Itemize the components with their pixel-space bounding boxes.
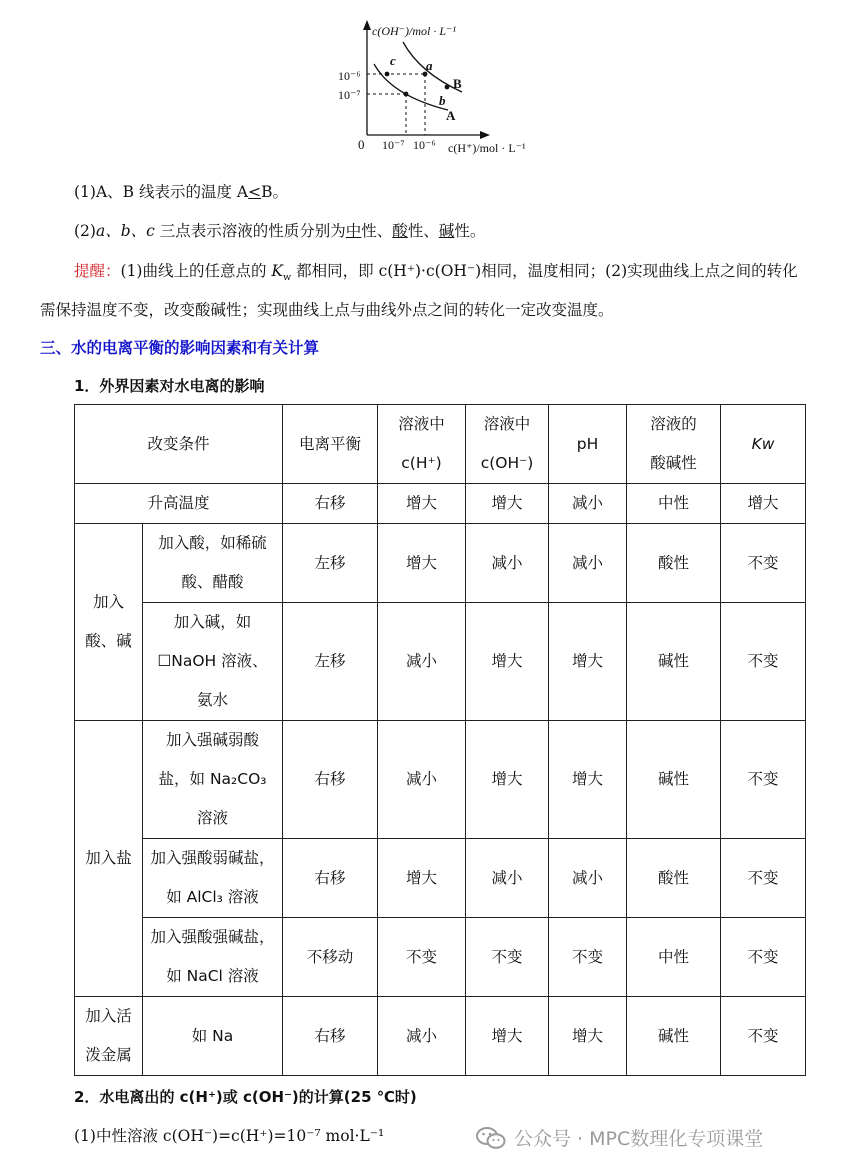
water-ion-product-chart (330, 18, 570, 168)
row-base-val: 不变 (721, 603, 806, 721)
calc-line-1: (1)中性溶液 c(OH⁻)=c(H⁺)=10⁻⁷ mol·L⁻¹ (74, 1127, 385, 1145)
header-h-line1: 溶液中 (398, 415, 445, 433)
row-metal-val: 不变 (721, 997, 806, 1076)
header-oh (466, 405, 549, 484)
y-axis-label: c(OH⁻)/mol · L⁻¹ (372, 24, 456, 38)
tip-text-b: 都相同，即 c(H⁺)·c(OH⁻)相同，温度相同；(2)实现曲线上点之间的转化 (291, 262, 798, 280)
row-salt2-cond-l2: 如 AlCl₃ 溶液 (166, 888, 259, 906)
x-axis-arrow (480, 131, 490, 139)
y-tick-1e-6: 10⁻⁶ (338, 69, 361, 83)
row-salt3-val: 中性 (627, 918, 721, 997)
row-temp-condition: 升高温度 (75, 484, 283, 524)
x-axis-label: c(H⁺)/mol · L⁻¹ (448, 141, 526, 155)
row-salt1-cond-l1: 加入强碱弱酸 (166, 731, 260, 749)
row-temp-val: 中性 (627, 484, 721, 524)
section-3-title: 三、水的电离平衡的影响因素和有关计算 (40, 339, 320, 357)
header-acidity-line2: 酸碱性 (650, 454, 697, 472)
row-metal-val: 碱性 (627, 997, 721, 1076)
group-acid-base: 加入 酸、碱 (75, 524, 143, 721)
row-salt2-val: 增大 (378, 839, 466, 918)
row-metal-val: 增大 (549, 997, 627, 1076)
subsection-2-title: 2．水电离出的 c(H⁺)或 c(OH⁻)的计算(25 ℃时) (74, 1088, 417, 1106)
row-acid-val: 减小 (549, 524, 627, 603)
table-header-row (75, 405, 806, 484)
row-temp-val: 右移 (283, 484, 378, 524)
x-tick-1e-7: 10⁻⁷ (382, 138, 405, 152)
statement-2-prefix: (2) (74, 222, 96, 240)
row-metal-val: 减小 (378, 997, 466, 1076)
answer-neutral: 中 (345, 222, 362, 240)
table-row (75, 997, 806, 1076)
table-row (75, 918, 806, 997)
label-curve-B: B (453, 76, 462, 91)
row-salt1-cond-l2: 盐，如 Na₂CO₃ (158, 770, 267, 788)
statement-1 (74, 180, 288, 202)
row-temp-val: 增大 (721, 484, 806, 524)
row-acid-val: 不变 (721, 524, 806, 603)
water-ionization-table (74, 404, 806, 1076)
row-base-cond-l2: ☐NaOH 溶液、 (157, 652, 268, 670)
statement-2-mid: 三点表示溶液的性质分别为 (154, 222, 346, 240)
row-salt1-cond-l3: 溶液 (197, 809, 229, 827)
point-c (385, 72, 390, 77)
row-acid-val: 减小 (466, 524, 549, 603)
header-equilibrium: 电离平衡 (283, 405, 378, 484)
row-salt2-val: 减小 (549, 839, 627, 918)
header-h-line2: c(H⁺) (401, 454, 442, 472)
table-row (75, 603, 806, 721)
row-metal-val: 增大 (466, 997, 549, 1076)
row-acid-cond-l1: 加入酸，如稀硫 (158, 534, 267, 552)
watermark (476, 1124, 763, 1151)
row-salt2-val: 右移 (283, 839, 378, 918)
text-1: 性、 (361, 222, 393, 240)
y-tick-1e-7: 10⁻⁷ (338, 88, 361, 102)
y-axis-arrow (363, 20, 371, 30)
row-temp-val: 增大 (466, 484, 549, 524)
table-row (75, 721, 806, 839)
row-metal-condition: 如 Na (143, 997, 283, 1076)
header-kw: Kw (721, 405, 806, 484)
group-salt: 加入盐 (75, 721, 143, 997)
group-metal (75, 997, 143, 1076)
row-temp-val: 减小 (549, 484, 627, 524)
x-tick-1e-6: 10⁻⁶ (413, 138, 436, 152)
statement-1-answer: < (248, 183, 262, 201)
table-row (75, 524, 806, 603)
row-salt1-val: 增大 (466, 721, 549, 839)
row-salt2-val: 酸性 (627, 839, 721, 918)
row-salt2-val: 减小 (466, 839, 549, 918)
curve-A (374, 64, 448, 110)
header-oh-line2: c(OH⁻) (480, 454, 534, 472)
row-salt3-cond-l2: 如 NaCl 溶液 (166, 967, 259, 985)
row-metal-val: 右移 (283, 997, 378, 1076)
row-base-condition (143, 603, 283, 721)
tip-text-a: (1)曲线上的任意点的 (120, 262, 272, 280)
row-salt3-val: 不变 (378, 918, 466, 997)
group-metal-l1: 加入活 (85, 1007, 132, 1025)
row-acid-val: 酸性 (627, 524, 721, 603)
subsection-1-title: 1．外界因素对水电离的影响 (74, 377, 265, 395)
row-acid-cond-l2: 酸、醋酸 (181, 573, 244, 591)
answer-acidic: 酸 (392, 222, 408, 240)
point-b (404, 92, 409, 97)
row-salt2-val: 不变 (721, 839, 806, 918)
header-acidity (627, 405, 721, 484)
tip-line-1 (74, 259, 798, 284)
text-2: 性、 (407, 222, 439, 240)
label-a: a (426, 58, 433, 73)
row-salt1-condition (143, 721, 283, 839)
header-oh-line1: 溶液中 (483, 415, 531, 433)
row-salt3-val: 不变 (721, 918, 806, 997)
text-3: 性。 (454, 222, 486, 240)
label-c: c (390, 53, 396, 68)
row-salt2-condition (143, 839, 283, 918)
row-salt3-condition (143, 918, 283, 997)
table-row (75, 839, 806, 918)
row-base-val: 增大 (466, 603, 549, 721)
statement-1-prefix: (1)A、B 线表示的温度 A (74, 183, 249, 201)
row-salt1-val: 右移 (283, 721, 378, 839)
statement-2 (74, 219, 485, 241)
row-salt1-val: 不变 (721, 721, 806, 839)
row-base-val: 减小 (378, 603, 466, 721)
row-salt1-val: 增大 (549, 721, 627, 839)
table-row (75, 484, 806, 524)
kw-symbol: K (271, 262, 283, 280)
statement-1-suffix: B。 (261, 183, 288, 201)
row-base-val: 增大 (549, 603, 627, 721)
row-salt1-val: 减小 (378, 721, 466, 839)
answer-basic: 碱 (438, 222, 455, 240)
row-base-cond-l1: 加入碱，如 (173, 613, 252, 631)
row-salt3-cond-l1: 加入强酸强碱盐， (150, 928, 275, 946)
row-base-cond-l3: 氨水 (197, 691, 229, 709)
point-b-curveB (445, 85, 450, 90)
watermark-text: 公众号 · MPC数理化专项课堂 (514, 1128, 764, 1150)
header-ph: pH (549, 405, 627, 484)
row-acid-val: 左移 (283, 524, 378, 603)
wechat-icon (476, 1126, 506, 1150)
kw-subscript: w (283, 272, 292, 284)
tip-line-2: 需保持温度不变，改变酸碱性；实现曲线上点与曲线外点之间的转化一定改变温度。 (40, 301, 614, 319)
row-temp-val: 增大 (378, 484, 466, 524)
tip-label: 提醒： (74, 262, 121, 280)
row-salt2-cond-l1: 加入强酸弱碱盐， (150, 849, 275, 867)
header-h (378, 405, 466, 484)
row-salt1-val: 碱性 (627, 721, 721, 839)
row-base-val: 碱性 (627, 603, 721, 721)
row-acid-val: 增大 (378, 524, 466, 603)
row-salt3-val: 不变 (549, 918, 627, 997)
origin-label: 0 (358, 137, 365, 152)
header-acidity-line1: 溶液的 (650, 415, 697, 433)
row-salt3-val: 不移动 (283, 918, 378, 997)
label-b: b (439, 93, 446, 108)
row-salt3-val: 不变 (466, 918, 549, 997)
row-base-val: 左移 (283, 603, 378, 721)
row-acid-condition (143, 524, 283, 603)
label-curve-A: A (446, 108, 456, 123)
header-condition: 改变条件 (75, 405, 283, 484)
statement-2-vars: a、b、c (95, 222, 155, 240)
group-metal-l2: 泼金属 (85, 1046, 132, 1064)
